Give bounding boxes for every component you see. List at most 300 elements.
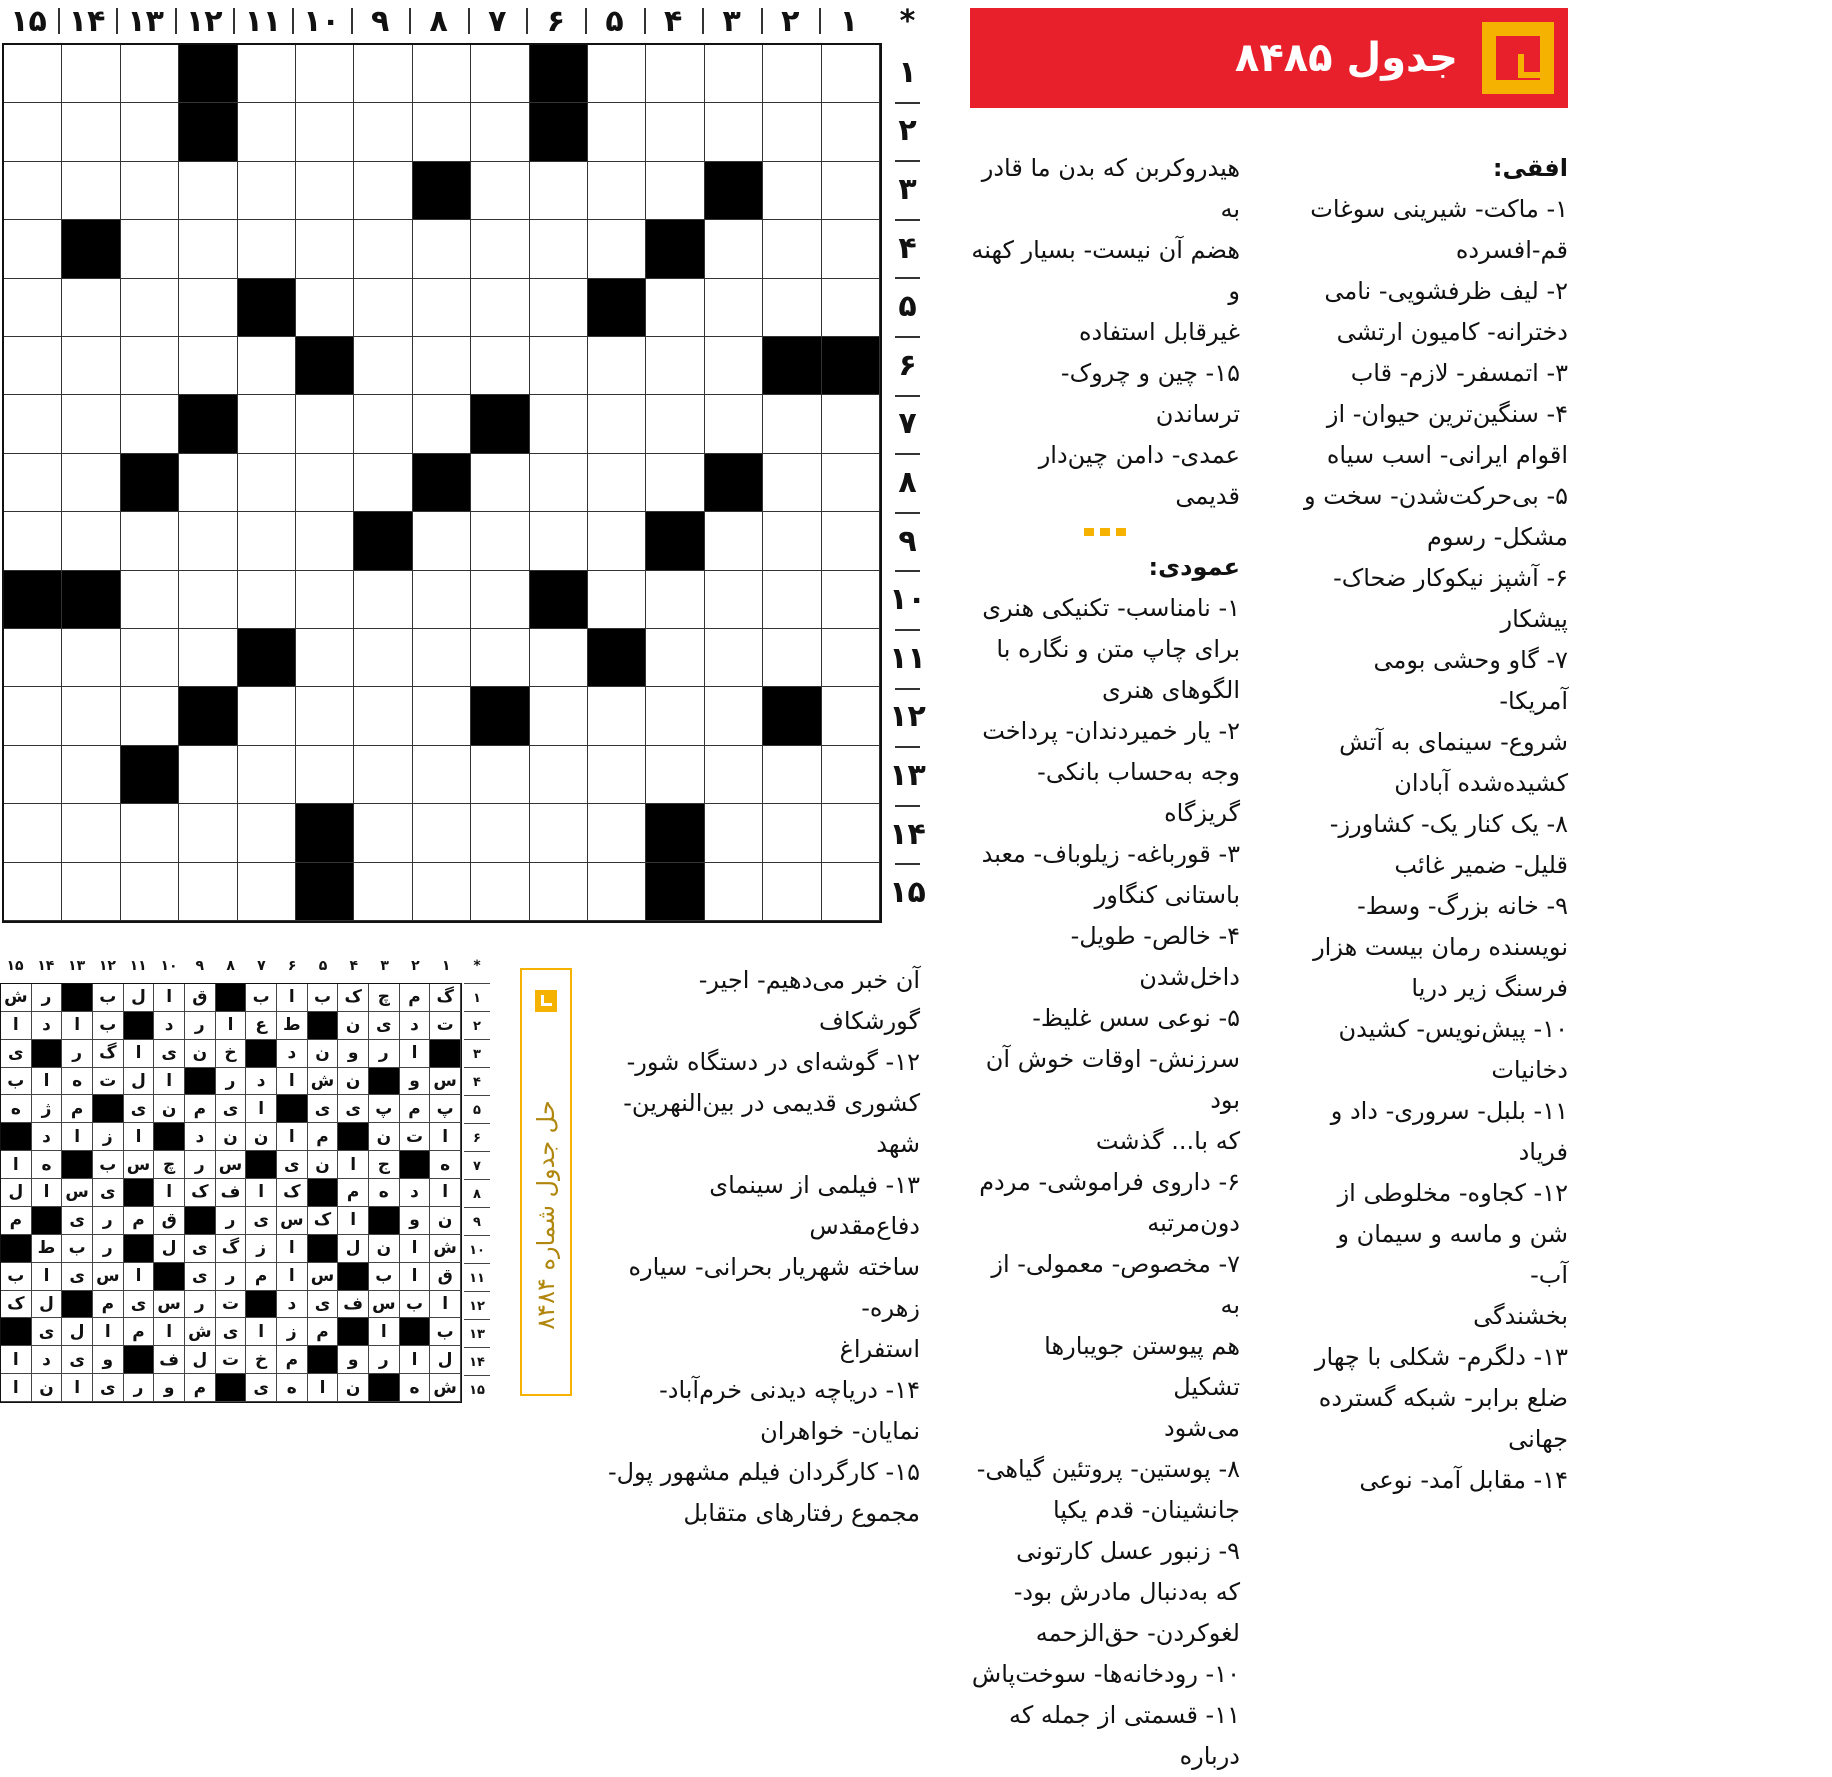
grid-cell[interactable] bbox=[705, 395, 763, 453]
grid-cell[interactable] bbox=[62, 45, 120, 103]
solution-cell: ر bbox=[32, 984, 63, 1012]
grid-cell[interactable] bbox=[4, 337, 62, 395]
solution-cell: چ bbox=[154, 1151, 185, 1179]
grid-cell[interactable] bbox=[354, 395, 412, 453]
grid-cell[interactable] bbox=[413, 103, 471, 161]
clue-line: ۷- گاو وحشی بومی آمریکا- bbox=[1373, 646, 1568, 715]
grid-cell[interactable] bbox=[296, 746, 354, 804]
clue-line: قلیل- ضمیر غائب bbox=[1394, 851, 1568, 879]
row-separator bbox=[895, 688, 920, 690]
clue-line: ۱۵- چین و چروک- ترساندن bbox=[1060, 359, 1240, 428]
solution-cell: ی bbox=[62, 1207, 93, 1235]
grid-cell[interactable] bbox=[646, 746, 704, 804]
solution-cell: ف bbox=[216, 1179, 247, 1207]
grid-cell[interactable] bbox=[238, 45, 296, 103]
grid-cell[interactable] bbox=[354, 571, 412, 629]
solution-cell: ی bbox=[124, 1291, 155, 1319]
grid-cell[interactable] bbox=[530, 337, 588, 395]
solution-cell: ر bbox=[216, 1263, 247, 1291]
grid-cell[interactable] bbox=[822, 629, 880, 687]
grid-cell[interactable] bbox=[179, 863, 237, 921]
arrow-logo-icon bbox=[1482, 22, 1554, 94]
solution-cell: پ bbox=[430, 1095, 461, 1123]
grid-cell[interactable] bbox=[62, 687, 120, 745]
grid-cell[interactable] bbox=[413, 220, 471, 278]
grid-cell[interactable] bbox=[705, 804, 763, 862]
solution-black-cell bbox=[62, 984, 93, 1012]
grid-cell[interactable] bbox=[4, 629, 62, 687]
solution-cell: خ bbox=[246, 1346, 277, 1374]
grid-cell[interactable] bbox=[471, 746, 529, 804]
grid-cell[interactable] bbox=[4, 454, 62, 512]
grid-cell[interactable] bbox=[354, 45, 412, 103]
grid-cell[interactable] bbox=[822, 687, 880, 745]
clue-line: دون‌مرتبه bbox=[1147, 1209, 1240, 1237]
grid-row-number: ۳ bbox=[898, 171, 917, 207]
grid-cell[interactable] bbox=[354, 103, 412, 161]
solution-cell: ا bbox=[62, 1374, 93, 1402]
solution-cell: ا bbox=[154, 984, 185, 1012]
grid-cell[interactable] bbox=[179, 512, 237, 570]
grid-cell[interactable] bbox=[354, 279, 412, 337]
grid-cell[interactable] bbox=[62, 162, 120, 220]
grid-cell[interactable] bbox=[121, 337, 179, 395]
grid-cell[interactable] bbox=[588, 45, 646, 103]
solution-cell: ا bbox=[62, 1012, 93, 1040]
solution-column-number: ۸ bbox=[226, 958, 235, 974]
grid-cell[interactable] bbox=[62, 103, 120, 161]
grid-cell[interactable] bbox=[238, 220, 296, 278]
grid-cell[interactable] bbox=[588, 220, 646, 278]
black-cell bbox=[471, 395, 529, 453]
grid-cell[interactable] bbox=[121, 687, 179, 745]
grid-cell[interactable] bbox=[822, 162, 880, 220]
grid-cell[interactable] bbox=[471, 45, 529, 103]
grid-cell[interactable] bbox=[822, 454, 880, 512]
solution-cell: س bbox=[62, 1179, 93, 1207]
grid-cell[interactable] bbox=[4, 804, 62, 862]
grid-cell[interactable] bbox=[413, 571, 471, 629]
grid-cell[interactable] bbox=[121, 629, 179, 687]
section-divider bbox=[970, 517, 1240, 547]
grid-cell[interactable] bbox=[4, 746, 62, 804]
grid-cell[interactable] bbox=[705, 337, 763, 395]
black-cell bbox=[121, 746, 179, 804]
solution-black-cell bbox=[62, 1291, 93, 1319]
grid-cell[interactable] bbox=[413, 395, 471, 453]
solution-cell: ا bbox=[400, 1235, 431, 1263]
grid-cell[interactable] bbox=[588, 746, 646, 804]
grid-cell[interactable] bbox=[646, 687, 704, 745]
grid-cell[interactable] bbox=[822, 863, 880, 921]
grid-cell[interactable] bbox=[4, 687, 62, 745]
solution-cell: س bbox=[93, 1263, 124, 1291]
grid-column-number: ۱ bbox=[839, 3, 859, 39]
solution-cell: ا bbox=[308, 1374, 339, 1402]
black-cell bbox=[238, 279, 296, 337]
grid-cell[interactable] bbox=[413, 687, 471, 745]
solution-cell: ا bbox=[430, 1123, 461, 1151]
grid-cell[interactable] bbox=[763, 45, 821, 103]
grid-cell[interactable] bbox=[588, 454, 646, 512]
solution-black-cell bbox=[338, 1318, 369, 1346]
grid-cell[interactable] bbox=[413, 45, 471, 103]
grid-cell[interactable] bbox=[763, 804, 821, 862]
clue-line: سرزنش- اوقات خوش آن بود bbox=[985, 1045, 1240, 1114]
grid-cell[interactable] bbox=[530, 162, 588, 220]
grid-cell[interactable] bbox=[179, 746, 237, 804]
grid-cell[interactable] bbox=[588, 687, 646, 745]
grid-cell[interactable] bbox=[763, 395, 821, 453]
grid-cell[interactable] bbox=[121, 220, 179, 278]
grid-cell[interactable] bbox=[296, 454, 354, 512]
solution-row-numbers bbox=[464, 983, 490, 1403]
grid-cell[interactable] bbox=[471, 162, 529, 220]
black-cell bbox=[822, 337, 880, 395]
grid-row-number: ۱۴ bbox=[889, 816, 926, 852]
grid-cell[interactable] bbox=[763, 454, 821, 512]
grid-cell[interactable] bbox=[413, 279, 471, 337]
grid-cell[interactable] bbox=[296, 687, 354, 745]
grid-cell[interactable] bbox=[62, 746, 120, 804]
solution-cell: ت bbox=[430, 1012, 461, 1040]
grid-cell[interactable] bbox=[471, 629, 529, 687]
solution-cell: ا bbox=[400, 1263, 431, 1291]
grid-cell[interactable] bbox=[238, 746, 296, 804]
grid-cell[interactable] bbox=[354, 162, 412, 220]
grid-cell[interactable] bbox=[822, 395, 880, 453]
row-separator bbox=[895, 805, 920, 807]
solution-cell: د bbox=[185, 1123, 216, 1151]
solution-cell: ا bbox=[32, 1263, 63, 1291]
clue-line: ۸- پوستین- پروتئین گیاهی- bbox=[976, 1455, 1240, 1483]
grid-cell[interactable] bbox=[238, 103, 296, 161]
clue-line: فرسنگ زیر دریا bbox=[1411, 974, 1568, 1002]
solution-cell: د bbox=[400, 1179, 431, 1207]
solution-cell: ن bbox=[308, 1151, 339, 1179]
grid-cell[interactable] bbox=[62, 863, 120, 921]
solution-cell: ا bbox=[400, 1040, 431, 1068]
solution-cell: ا bbox=[246, 1095, 277, 1123]
grid-cell[interactable] bbox=[179, 220, 237, 278]
solution-black-cell bbox=[216, 984, 247, 1012]
solution-cell: ی bbox=[124, 1095, 155, 1123]
column-separator bbox=[585, 8, 587, 34]
grid-cell[interactable] bbox=[179, 629, 237, 687]
grid-cell[interactable] bbox=[646, 162, 704, 220]
grid-cell[interactable] bbox=[530, 687, 588, 745]
grid-cell[interactable] bbox=[413, 863, 471, 921]
solution-cell: ا bbox=[277, 984, 308, 1012]
grid-cell[interactable] bbox=[179, 804, 237, 862]
grid-cell[interactable] bbox=[296, 279, 354, 337]
black-cell bbox=[646, 512, 704, 570]
grid-column-number: ۲ bbox=[781, 3, 800, 39]
grid-cell[interactable] bbox=[705, 512, 763, 570]
grid-column-number: * bbox=[899, 3, 916, 39]
solution-cell: ی bbox=[308, 1291, 339, 1319]
grid-cell[interactable] bbox=[238, 162, 296, 220]
solution-cell: ش bbox=[430, 1235, 461, 1263]
grid-cell[interactable] bbox=[413, 337, 471, 395]
grid-cell[interactable] bbox=[705, 863, 763, 921]
grid-cell[interactable] bbox=[413, 512, 471, 570]
grid-cell[interactable] bbox=[354, 746, 412, 804]
clue-line: ۶- آشپز نیکوکار ضحاک- bbox=[1333, 564, 1568, 592]
clue-line: که با... گذشت bbox=[1095, 1127, 1240, 1155]
grid-cell[interactable] bbox=[471, 454, 529, 512]
solution-cell: ت bbox=[216, 1291, 247, 1319]
solution-cell: ر bbox=[185, 1012, 216, 1040]
grid-cell[interactable] bbox=[530, 220, 588, 278]
grid-cell[interactable] bbox=[705, 279, 763, 337]
solution-column-number: ۳ bbox=[380, 958, 389, 974]
grid-cell[interactable] bbox=[179, 279, 237, 337]
black-cell bbox=[296, 804, 354, 862]
grid-cell[interactable] bbox=[179, 454, 237, 512]
grid-row-number: ۱۱ bbox=[889, 640, 926, 676]
grid-cell[interactable] bbox=[4, 162, 62, 220]
grid-cell[interactable] bbox=[4, 45, 62, 103]
solution-cell: ا bbox=[400, 1346, 431, 1374]
clue-line: باستانی کنگاور bbox=[1094, 881, 1240, 909]
solution-cell: م bbox=[124, 1318, 155, 1346]
black-cell bbox=[179, 687, 237, 745]
grid-cell[interactable] bbox=[471, 103, 529, 161]
solution-cell: م bbox=[93, 1291, 124, 1319]
solution-cell: ی bbox=[185, 1263, 216, 1291]
grid-cell[interactable] bbox=[530, 804, 588, 862]
grid-cell[interactable] bbox=[62, 512, 120, 570]
grid-cell[interactable] bbox=[822, 279, 880, 337]
grid-cell[interactable] bbox=[588, 863, 646, 921]
grid-cell[interactable] bbox=[822, 571, 880, 629]
grid-cell[interactable] bbox=[471, 863, 529, 921]
solution-cell: ی bbox=[369, 1012, 400, 1040]
grid-cell[interactable] bbox=[354, 220, 412, 278]
clue-line: ۱۱- قسمتی از جمله که درباره bbox=[1008, 1701, 1240, 1770]
grid-cell[interactable] bbox=[705, 103, 763, 161]
grid-cell[interactable] bbox=[705, 220, 763, 278]
grid-cell[interactable] bbox=[179, 571, 237, 629]
grid-cell[interactable] bbox=[471, 804, 529, 862]
grid-cell[interactable] bbox=[296, 629, 354, 687]
grid-cell[interactable] bbox=[296, 162, 354, 220]
down-heading: عمودی: bbox=[1148, 553, 1240, 581]
grid-cell[interactable] bbox=[179, 337, 237, 395]
row-separator bbox=[895, 277, 920, 279]
grid-cell[interactable] bbox=[530, 279, 588, 337]
grid-cell[interactable] bbox=[354, 863, 412, 921]
solution-black-cell bbox=[369, 1207, 400, 1235]
grid-cell[interactable] bbox=[763, 220, 821, 278]
grid-cell[interactable] bbox=[646, 45, 704, 103]
grid-cell[interactable] bbox=[646, 279, 704, 337]
solution-cell: ر bbox=[185, 1291, 216, 1319]
grid-cell[interactable] bbox=[121, 162, 179, 220]
solution-cell: ی bbox=[246, 1207, 277, 1235]
grid-cell[interactable] bbox=[471, 279, 529, 337]
grid-cell[interactable] bbox=[646, 629, 704, 687]
grid-cell[interactable] bbox=[763, 571, 821, 629]
grid-cell[interactable] bbox=[238, 863, 296, 921]
solution-cell: ک bbox=[277, 1179, 308, 1207]
grid-cell[interactable] bbox=[238, 337, 296, 395]
solution-row-number: ۲ bbox=[464, 1011, 490, 1040]
grid-cell[interactable] bbox=[763, 863, 821, 921]
clue-line: قم-افسرده bbox=[1455, 236, 1568, 264]
grid-cell[interactable] bbox=[4, 103, 62, 161]
solution-cell: ن bbox=[369, 1123, 400, 1151]
solution-cell: ک bbox=[185, 1179, 216, 1207]
grid-cell[interactable] bbox=[822, 220, 880, 278]
grid-cell[interactable] bbox=[413, 804, 471, 862]
grid-cell[interactable] bbox=[705, 45, 763, 103]
solution-cell: ا bbox=[277, 1068, 308, 1096]
clue-line: برای چاپ متن و نگاره با bbox=[996, 635, 1240, 663]
grid-cell[interactable] bbox=[705, 746, 763, 804]
grid-cell[interactable] bbox=[121, 804, 179, 862]
grid-cell[interactable] bbox=[238, 804, 296, 862]
solution-cell: ا bbox=[1, 1012, 32, 1040]
grid-cell[interactable] bbox=[646, 103, 704, 161]
grid-cell[interactable] bbox=[296, 220, 354, 278]
grid-cell[interactable] bbox=[4, 395, 62, 453]
solution-cell: ل bbox=[430, 1346, 461, 1374]
grid-cell[interactable] bbox=[530, 454, 588, 512]
grid-cell[interactable] bbox=[354, 687, 412, 745]
solution-cell: پ bbox=[369, 1095, 400, 1123]
grid-cell[interactable] bbox=[705, 571, 763, 629]
grid-cell[interactable] bbox=[588, 103, 646, 161]
grid-cell[interactable] bbox=[588, 571, 646, 629]
grid-cell[interactable] bbox=[588, 395, 646, 453]
grid-cell[interactable] bbox=[121, 395, 179, 453]
grid-cell[interactable] bbox=[588, 804, 646, 862]
grid-cell[interactable] bbox=[822, 804, 880, 862]
grid-cell[interactable] bbox=[62, 629, 120, 687]
grid-cell[interactable] bbox=[4, 863, 62, 921]
grid-cell[interactable] bbox=[354, 629, 412, 687]
grid-cell[interactable] bbox=[296, 512, 354, 570]
row-separator bbox=[895, 160, 920, 162]
grid-cell[interactable] bbox=[121, 45, 179, 103]
grid-cell[interactable] bbox=[588, 337, 646, 395]
grid-cell[interactable] bbox=[646, 395, 704, 453]
grid-cell[interactable] bbox=[296, 571, 354, 629]
grid-cell[interactable] bbox=[354, 337, 412, 395]
grid-row-number: ۶ bbox=[898, 347, 917, 383]
solution-cell: ه bbox=[430, 1151, 461, 1179]
grid-column-number: ۳ bbox=[722, 3, 741, 39]
grid-cell[interactable] bbox=[763, 746, 821, 804]
grid-cell[interactable] bbox=[296, 395, 354, 453]
grid-cell[interactable] bbox=[62, 279, 120, 337]
solution-cell: ا bbox=[277, 1235, 308, 1263]
grid-cell[interactable] bbox=[763, 279, 821, 337]
grid-cell[interactable] bbox=[763, 629, 821, 687]
grid-cell[interactable] bbox=[121, 863, 179, 921]
grid-cell[interactable] bbox=[646, 454, 704, 512]
grid-cell[interactable] bbox=[705, 629, 763, 687]
grid-cell[interactable] bbox=[354, 804, 412, 862]
grid-cell[interactable] bbox=[4, 512, 62, 570]
grid-cell[interactable] bbox=[62, 804, 120, 862]
grid-cell[interactable] bbox=[646, 337, 704, 395]
column-separator bbox=[116, 8, 118, 34]
grid-cell[interactable] bbox=[4, 279, 62, 337]
black-cell bbox=[588, 629, 646, 687]
grid-cell[interactable] bbox=[296, 45, 354, 103]
grid-cell[interactable] bbox=[413, 629, 471, 687]
column-separator bbox=[58, 8, 60, 34]
grid-cell[interactable] bbox=[238, 395, 296, 453]
grid-cell[interactable] bbox=[121, 512, 179, 570]
grid-cell[interactable] bbox=[530, 863, 588, 921]
grid-cell[interactable] bbox=[296, 103, 354, 161]
grid-cell[interactable] bbox=[121, 571, 179, 629]
grid-cell[interactable] bbox=[471, 571, 529, 629]
solution-cell: د bbox=[32, 1012, 63, 1040]
grid-cell[interactable] bbox=[822, 746, 880, 804]
grid-cell[interactable] bbox=[121, 279, 179, 337]
grid-cell[interactable] bbox=[471, 512, 529, 570]
solution-row-number: ۴ bbox=[464, 1067, 490, 1096]
grid-cell[interactable] bbox=[238, 687, 296, 745]
grid-cell[interactable] bbox=[62, 454, 120, 512]
grid-cell[interactable] bbox=[646, 571, 704, 629]
solution-cell: و bbox=[93, 1346, 124, 1374]
solution-column-number: ۱۵ bbox=[6, 958, 24, 974]
grid-cell[interactable] bbox=[822, 103, 880, 161]
grid-cell[interactable] bbox=[763, 162, 821, 220]
solution-cell: س bbox=[154, 1291, 185, 1319]
grid-cell[interactable] bbox=[4, 220, 62, 278]
clue-line: کشیده‌شده آبادان bbox=[1394, 769, 1568, 797]
grid-cell[interactable] bbox=[62, 395, 120, 453]
grid-cell[interactable] bbox=[763, 103, 821, 161]
solution-cell: ی bbox=[308, 1095, 339, 1123]
grid-cell[interactable] bbox=[62, 337, 120, 395]
grid-cell[interactable] bbox=[121, 103, 179, 161]
clue-line: می‌شود bbox=[1163, 1414, 1240, 1442]
grid-cell[interactable] bbox=[530, 629, 588, 687]
grid-cell[interactable] bbox=[588, 512, 646, 570]
grid-cell[interactable] bbox=[588, 162, 646, 220]
grid-cell[interactable] bbox=[471, 220, 529, 278]
grid-cell[interactable] bbox=[238, 571, 296, 629]
grid-cell[interactable] bbox=[238, 512, 296, 570]
grid-cell[interactable] bbox=[354, 454, 412, 512]
grid-cell[interactable] bbox=[530, 395, 588, 453]
solution-cell: م bbox=[185, 1374, 216, 1402]
grid-cell[interactable] bbox=[238, 454, 296, 512]
grid-cell[interactable] bbox=[822, 45, 880, 103]
grid-cell[interactable] bbox=[471, 337, 529, 395]
grid-cell[interactable] bbox=[530, 746, 588, 804]
puzzle-title: جدول ۸۴۸۵ bbox=[1234, 35, 1458, 81]
grid-cell[interactable] bbox=[413, 746, 471, 804]
grid-row-number: ۹ bbox=[898, 523, 917, 559]
grid-cell[interactable] bbox=[530, 512, 588, 570]
solution-cell: و bbox=[154, 1374, 185, 1402]
black-cell bbox=[238, 629, 296, 687]
grid-cell[interactable] bbox=[763, 512, 821, 570]
grid-cell[interactable] bbox=[705, 687, 763, 745]
solution-cell: خ bbox=[216, 1040, 247, 1068]
grid-cell[interactable] bbox=[179, 162, 237, 220]
grid-cell[interactable] bbox=[822, 512, 880, 570]
